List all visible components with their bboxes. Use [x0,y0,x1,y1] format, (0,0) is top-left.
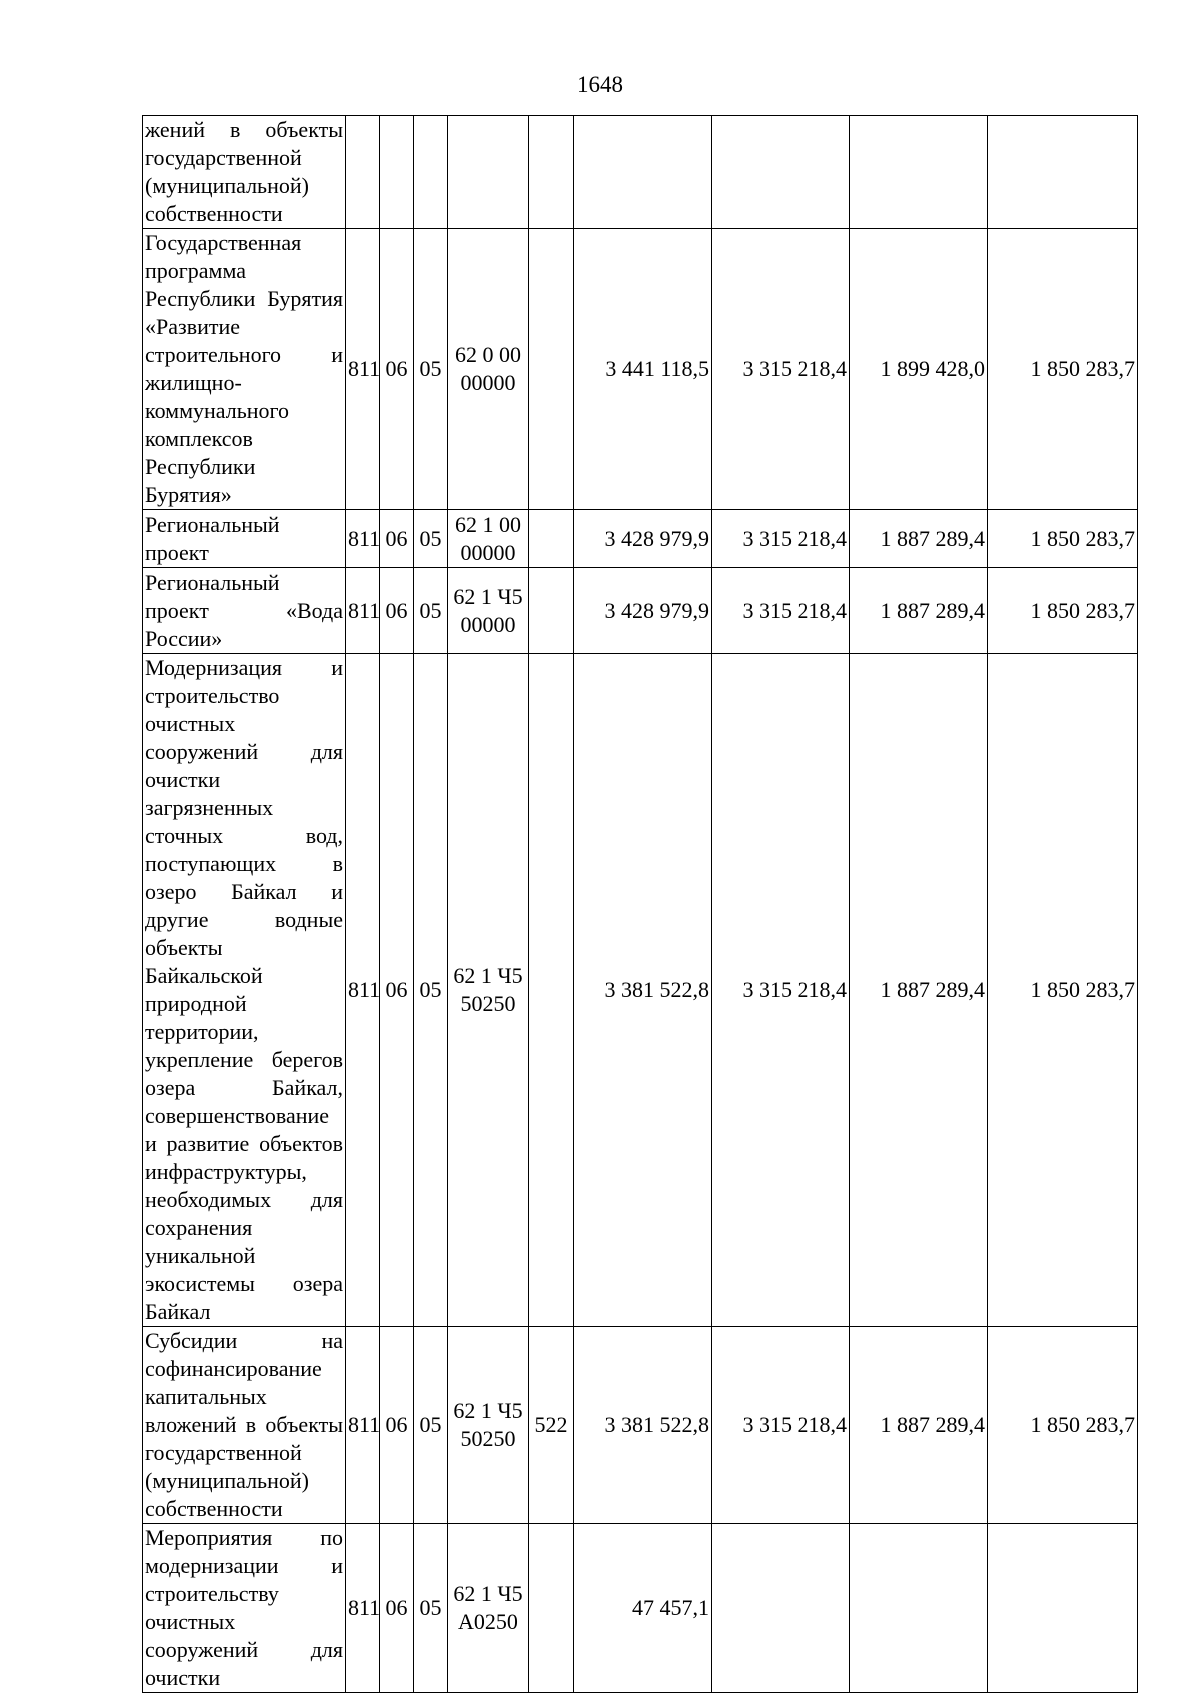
gl-code-cell: 811 [346,654,380,1327]
pr-code-cell: 05 [414,654,448,1327]
table-row [143,510,1138,568]
amount-cell: 3 381 522,8 [574,1327,712,1524]
table-row [143,1327,1138,1524]
amount-cell: 3 381 522,8 [574,654,712,1327]
amount-cell: 47 457,1 [574,1524,712,1693]
vr-code-cell: 522 [529,1327,574,1524]
amount-cell [850,1524,988,1693]
rz-code-cell: 06 [380,654,414,1327]
amount-cell: 3 315 218,4 [712,654,850,1327]
amount-cell: 1 850 283,7 [988,510,1138,568]
gl-code-cell: 811 [346,1524,380,1693]
pr-code-cell: 05 [414,1524,448,1693]
amount-cell: 3 315 218,4 [712,229,850,510]
page-number: 1648 [577,72,623,97]
amount-cell: 3 441 118,5 [574,229,712,510]
row-name-cell: Субсидии на софинансирование капитальных вложений в объекты государственной (муниципальной) собственности [143,1327,346,1524]
table-row [143,229,1138,510]
rz-code-cell [380,116,414,229]
amount-cell: 3 428 979,9 [574,510,712,568]
pr-code-cell [414,116,448,229]
amount-cell: 3 428 979,9 [574,568,712,654]
amount-cell: 1 887 289,4 [850,568,988,654]
table-row [143,568,1138,654]
csr-code-cell: 62 1 Ч5 50250 [448,654,529,1327]
pr-code-cell: 05 [414,1327,448,1524]
amount-cell: 1 899 428,0 [850,229,988,510]
row-name-cell: жений в объекты государственной (муниципальной) собственности [143,116,346,229]
amount-cell [712,116,850,229]
rz-code-cell: 06 [380,1524,414,1693]
amount-cell: 1 887 289,4 [850,654,988,1327]
amount-cell: 1 887 289,4 [850,510,988,568]
amount-cell: 1 887 289,4 [850,1327,988,1524]
amount-cell: 1 850 283,7 [988,1327,1138,1524]
gl-code-cell: 811 [346,1327,380,1524]
csr-code-cell [448,116,529,229]
row-name-cell: Мероприятия по модернизации и строительству очистных сооружений для очистки [143,1524,346,1693]
row-name-cell: Государственная программа Республики Бурятия «Развитие строительного и жилищно-коммунального комплексов Республики Бурятия» [143,229,346,510]
csr-code-cell: 62 1 00 00000 [448,510,529,568]
row-name-cell: Модернизация и строительство очистных сооружений для очистки загрязненных сточных вод, поступающих в озеро Байкал и другие водные объекты Байкальской природной территории, укрепление берегов озера Байкал, совершенствование и развитие объектов инфраструктуры, необходимых для сохранения уникальной экосистемы озера Байкал [143,654,346,1327]
table-row [143,654,1138,1327]
amount-cell [574,116,712,229]
amount-cell: 3 315 218,4 [712,1327,850,1524]
amount-cell: 3 315 218,4 [712,510,850,568]
vr-code-cell [529,116,574,229]
vr-code-cell [529,510,574,568]
pr-code-cell: 05 [414,510,448,568]
vr-code-cell [529,229,574,510]
csr-code-cell: 62 0 00 00000 [448,229,529,510]
vr-code-cell [529,568,574,654]
csr-code-cell: 62 1 Ч5 50250 [448,1327,529,1524]
csr-code-cell: 62 1 Ч5 00000 [448,568,529,654]
amount-cell [850,116,988,229]
vr-code-cell [529,654,574,1327]
amount-cell: 3 315 218,4 [712,568,850,654]
gl-code-cell: 811 [346,229,380,510]
amount-cell: 1 850 283,7 [988,568,1138,654]
amount-cell [988,116,1138,229]
row-name-cell: Региональный проект [143,510,346,568]
csr-code-cell: 62 1 Ч5 А0250 [448,1524,529,1693]
row-name-cell: Региональный проект «Вода России» [143,568,346,654]
gl-code-cell [346,116,380,229]
amount-cell [712,1524,850,1693]
rz-code-cell: 06 [380,510,414,568]
table-row [143,1524,1138,1693]
gl-code-cell: 811 [346,568,380,654]
table-row [143,116,1138,229]
rz-code-cell: 06 [380,1327,414,1524]
pr-code-cell: 05 [414,229,448,510]
budget-table [142,115,1138,1693]
rz-code-cell: 06 [380,568,414,654]
rz-code-cell: 06 [380,229,414,510]
amount-cell: 1 850 283,7 [988,654,1138,1327]
amount-cell: 1 850 283,7 [988,229,1138,510]
amount-cell [988,1524,1138,1693]
gl-code-cell: 811 [346,510,380,568]
pr-code-cell: 05 [414,568,448,654]
vr-code-cell [529,1524,574,1693]
